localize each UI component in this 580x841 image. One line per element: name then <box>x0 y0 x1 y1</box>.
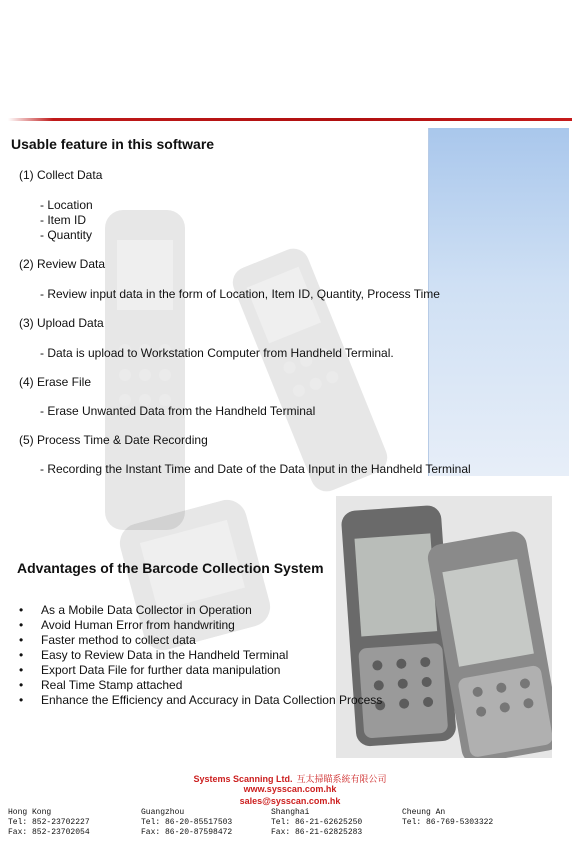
office-city: Guangzhou <box>141 808 185 817</box>
office-fax: Fax: 852-23702054 <box>8 828 90 837</box>
feature-sub-item: - Data is upload to Workstation Computer from Handheld Terminal. <box>40 346 394 360</box>
office-tel: Tel: 86-21-62625250 <box>271 818 363 827</box>
section-heading-advantages: Advantages of the Barcode Collection System <box>17 560 324 576</box>
office-hong-kong <box>8 808 148 838</box>
bullet-icon: • <box>19 603 24 617</box>
bullet-icon: • <box>19 678 24 692</box>
feature-upload-data: (3) Upload Data <box>19 316 104 330</box>
office-fax: Fax: 86-20-87598472 <box>141 828 233 837</box>
office-tel: Tel: 852-23702227 <box>8 818 90 827</box>
list-item-text: As a Mobile Data Collector in Operation <box>41 603 252 617</box>
feature-sub-item: - Item ID <box>40 213 87 227</box>
section-heading-features: Usable feature in this software <box>11 136 215 152</box>
bullet-icon: • <box>19 648 24 662</box>
list-item <box>19 693 382 708</box>
list-item <box>19 648 382 663</box>
list-item <box>19 603 382 618</box>
bullet-icon: • <box>19 618 24 632</box>
list-item <box>19 633 382 648</box>
feature-sub-item: - Review input data in the form of Location, Item ID, Quantity, Process Time <box>40 287 440 301</box>
feature-sub-item: - Recording the Instant Time and Date of the Data Input in the Handheld Terminal <box>40 462 471 476</box>
office-city: Shanghai <box>271 808 310 817</box>
list-item-text: Enhance the Efficiency and Accuracy in Data Collection Process <box>41 693 383 707</box>
list-item-text: Avoid Human Error from handwriting <box>41 618 235 632</box>
advantages-list <box>19 603 382 708</box>
company-name-en: Systems Scanning Ltd. <box>193 774 293 784</box>
bullet-icon: • <box>19 633 24 647</box>
company-name-cn: 互太掃瞄系統有限公司 <box>296 774 387 784</box>
office-city: Cheung An <box>402 808 446 817</box>
office-cheung-an <box>402 808 572 828</box>
email-link[interactable]: sales@sysscan.com.hk <box>239 796 341 806</box>
list-item-text: Export Data File for further data manipulation <box>41 663 281 677</box>
office-city: Hong Kong <box>8 808 52 817</box>
office-tel: Tel: 86-769-5303322 <box>402 818 494 827</box>
office-fax: Fax: 86-21-62825283 <box>271 828 363 837</box>
feature-collect-data: (1) Collect Data <box>19 168 103 182</box>
feature-time-date: (5) Process Time & Date Recording <box>19 433 208 447</box>
office-tel: Tel: 86-20-85517503 <box>141 818 233 827</box>
feature-sub-item: - Quantity <box>40 228 93 242</box>
list-item <box>19 663 382 678</box>
office-shanghai <box>271 808 411 838</box>
blue-side-panel <box>428 128 569 476</box>
office-guangzhou <box>141 808 281 838</box>
list-item-text: Real Time Stamp attached <box>41 678 183 692</box>
feature-review-data: (2) Review Data <box>19 257 106 271</box>
feature-erase-file: (4) Erase File <box>19 375 92 389</box>
header-rule <box>8 118 572 121</box>
bullet-icon: • <box>19 693 24 707</box>
feature-sub-item: - Erase Unwanted Data from the Handheld Terminal <box>40 404 316 418</box>
feature-sub-item: - Location <box>40 198 93 212</box>
website-link[interactable]: www.sysscan.com.hk <box>243 784 337 794</box>
list-item <box>19 618 382 633</box>
bullet-icon: • <box>19 663 24 677</box>
list-item-text: Faster method to collect data <box>41 633 196 647</box>
list-item-text: Easy to Review Data in the Handheld Terminal <box>41 648 289 662</box>
handheld-terminal-watermark <box>95 210 195 530</box>
list-item <box>19 678 382 693</box>
